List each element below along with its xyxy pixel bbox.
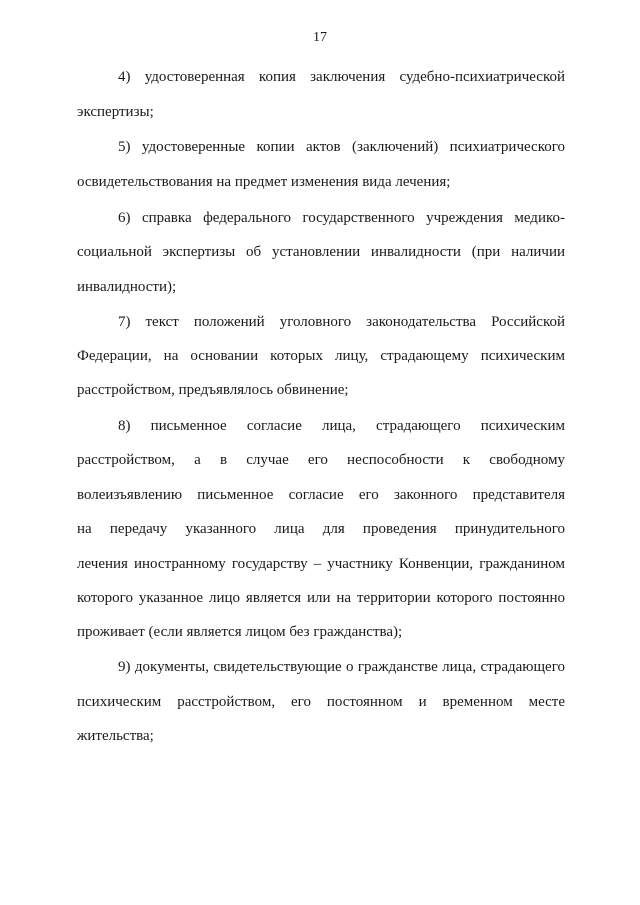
item-6-line-3: инвалидности); [77,279,177,295]
item-4-line-2: экспертизы; [77,104,154,120]
item-6-line-2: социальной экспертизы об установлении инвалидности (при наличии [77,244,565,260]
item-8-line-3: волеизъявлению письменное согласие его законного представителя [77,487,565,503]
item-4-line-1: 4) удостоверенная копия заключения судебно-психиатрической [118,69,565,85]
item-9-line-1: 9) документы, свидетельствующие о гражданстве лица, страдающего [118,659,565,675]
item-8-line-7: проживает (если является лицом без гражданства); [77,624,403,640]
item-7-line-2: Федерации, на основании которых лицу, страдающему психическим [77,348,565,364]
item-8-line-4: на передачу указанного лица для проведения принудительного [77,521,565,537]
item-7-line-3: расстройством, предъявлялось обвинение; [77,382,349,398]
item-8-line-5: лечения иностранному государству – участнику Конвенции, гражданином [77,556,565,572]
item-5-line-1: 5) удостоверенные копии актов (заключений) психиатрического [118,139,565,155]
item-8-line-1: 8) письменное согласие лица, страдающего психическим [118,418,565,434]
item-9-line-3: жительства; [77,728,154,744]
page-number: 17 [313,30,327,45]
item-5-line-2: освидетельствования на предмет изменения вида лечения; [77,174,451,190]
item-8-line-2: расстройством, а в случае его неспособности к свободному [77,452,565,468]
item-9-line-2: психическим расстройством, его постоянном и временном месте [77,694,565,710]
item-6-line-1: 6) справка федерального государственного учреждения медико- [118,210,565,226]
item-7-line-1: 7) текст положений уголовного законодательства Российской [118,314,565,330]
item-8-line-6: которого указанное лицо является или на территории которого постоянно [77,590,565,606]
